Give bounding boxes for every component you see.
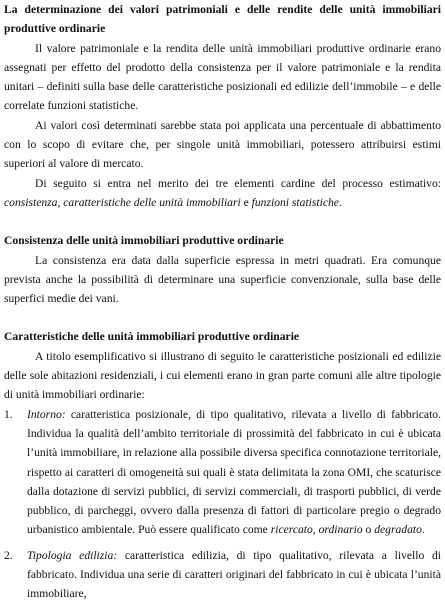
list-item	[4, 546, 441, 604]
intro-p3-sep2: e	[240, 195, 252, 209]
document-title: La determinazione dei valori patrimoniali e delle rendite delle unità immobiliari produttive ordinarie	[4, 3, 441, 36]
list-item-text: caratteristica edilizia, di tipo qualitativo, rilevata a livello di fabbricato. Individua una serie di caratteri originari del fabbricato in cui è ubicata l’unità immobiliare,	[27, 548, 441, 601]
intro-paragraph-1: Il valore patrimoniale e la rendita delle unità immobiliari produttive ordinarie erano assegnati per effetto del prodotto della consistenza per il valore patrimoniale e la rendita unitari – definiti sulla base delle caratteristiche posizionali ed edilizie dell’immobile – e delle correlate funzioni statistiche.	[4, 41, 441, 113]
list-item-sep: ,	[312, 523, 319, 537]
intro-paragraph-2: Ai valori così determinati sarebbe stata poi applicata una percentuale di abbattimento con lo scopo di evitare che, per singole unità immobiliari, potessero attribuirsi estimi superiori al valore di mercato.	[4, 118, 441, 171]
list-item-term: Intorno:	[27, 407, 66, 421]
list-item-term: Tipologia edilizia:	[27, 548, 118, 562]
caratteristiche-heading: Caratteristiche delle unità immobiliari produttive ordinarie	[4, 330, 300, 344]
intro-p3-funzioni: funzioni statistiche	[251, 195, 339, 209]
list-item-text: caratteristica posizionale, di tipo qualitativo, rilevata a livello di fabbricato. Individua la qualità dell’ambito territoriale di prossimità del fabbricato in cui è ubicata l’unità immobiliare, in relazione alla possibile diversa specifica connotazione territoriale, rispetto ai caratteri di omogeneità sui quali è stata delimitata la zona OMI, che scaturisce dalla dotazione di servizi pubblici, di servizi commerciali, di trasporti pubblici, di verde pubblico, di parcheggi, ovvero dalla presenza di fattori di particolare pregio o degrado urbanistico ambientale. Può essere qualificato come	[27, 407, 441, 537]
intro-p3-caratteristiche: caratteristiche delle unità immobiliari	[63, 195, 241, 209]
document-page	[4, 0, 441, 604]
consistenza-paragraph: La consistenza era data dalla superficie espressa in metri quadrati. Era comunque prevista anche la possibilità di determinare una superficie convenzionale, sulla base delle superfici medie dei vani.	[4, 253, 441, 306]
intro-p3-end: .	[338, 195, 342, 209]
consistenza-heading: Consistenza delle unità immobiliari produttive ordinarie	[4, 234, 284, 248]
list-item-end: .	[421, 523, 425, 537]
list-item-em-ordinario: ordinario	[318, 523, 363, 537]
list-item	[4, 405, 441, 540]
intro-p3-consistenza: consistenza	[4, 195, 58, 209]
list-item-em-degradato: degradato	[374, 523, 422, 537]
caratteristiche-paragraph: A titolo esemplificativo si illustrano di seguito le caratteristiche posizionali ed edilizie delle sole abitazioni residenziali, i cui elementi erano in gran parte comuni alle altre tipologie di unità immobiliari ordinarie:	[4, 349, 441, 402]
intro-paragraph-3	[4, 174, 441, 213]
list-item-number: 1.	[4, 407, 13, 421]
intro-p3-sep1: ,	[57, 195, 64, 209]
intro-p3-start: Di seguito si entra nel merito dei tre elementi cardine del processo estimativo:	[35, 176, 441, 190]
list-item-number: 2.	[4, 548, 13, 562]
caratteristiche-list	[4, 405, 441, 604]
list-item-sep: o	[362, 523, 375, 537]
list-item-em-ricercato: ricercato	[270, 523, 313, 537]
